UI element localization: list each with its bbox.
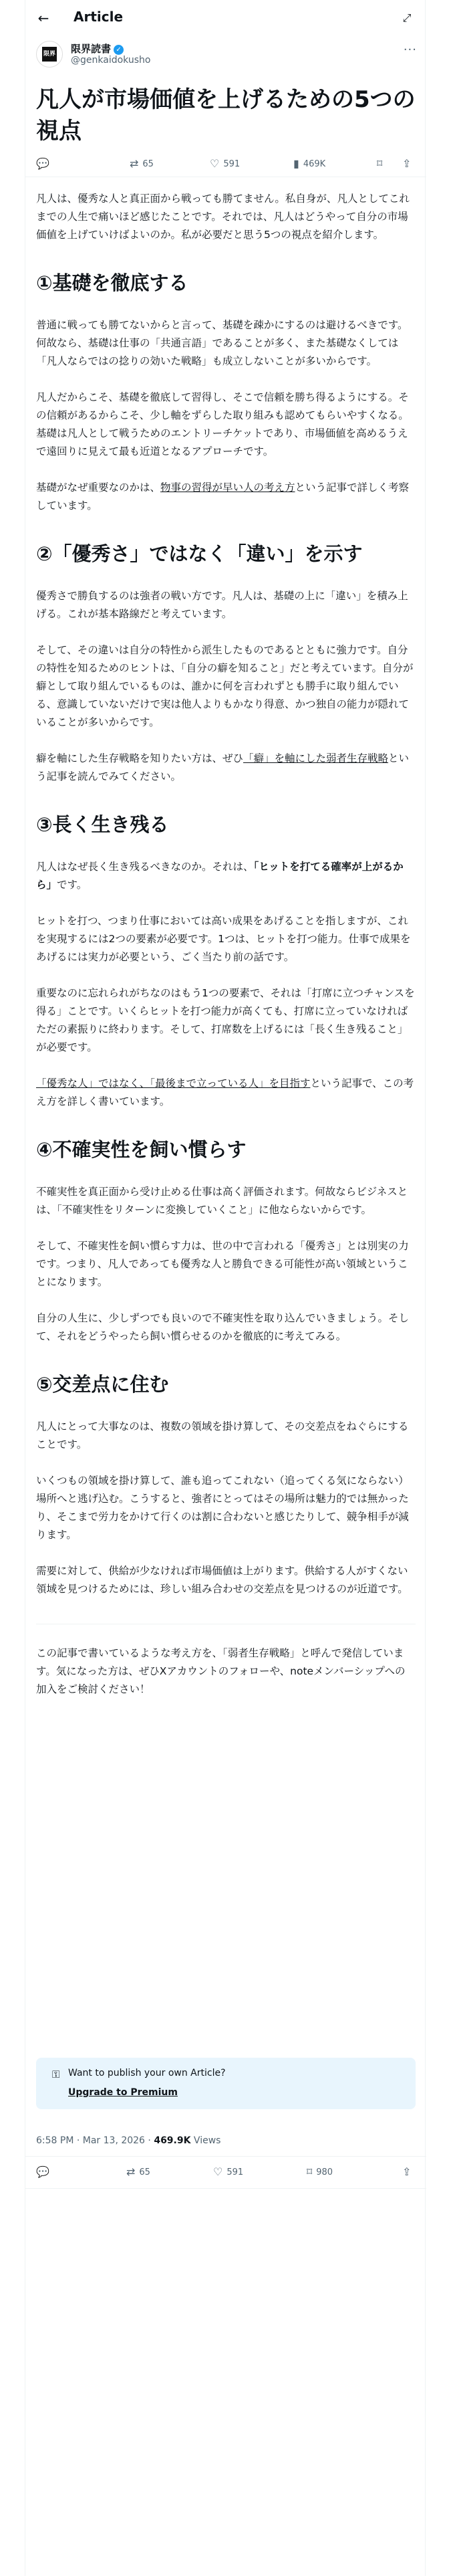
views-button[interactable]: ▮ 469K: [293, 157, 326, 170]
paragraph: ヒットを打つ、つまり仕事においては高い成果をあげることを指しますが、これを実現するには2つの要素が必要です。1つは、ヒットを打つ能力。仕事で成果をあげるには実力が必要という、ごく当たり前の話です。: [36, 915, 411, 963]
avatar[interactable]: [36, 41, 63, 68]
like-button[interactable]: ♡ 591: [210, 157, 241, 170]
outro-paragraph: この記事で書いているような考え方を、「弱者生存戦略」と呼んで発信しています。気になった方は、ぜひXアカウントのフォローや、noteメンバーシップへの加入をご検討ください！: [36, 1647, 406, 1695]
article-link[interactable]: 物事の習得が早い人の考え方: [160, 481, 295, 494]
reply-button[interactable]: [36, 2162, 53, 2182]
top-bar: [25, 0, 426, 36]
retweet-icon: ⇄: [130, 157, 139, 170]
author-name[interactable]: 限界読書 ✓: [71, 41, 124, 56]
divider: [25, 2156, 426, 2157]
promo-text: Want to publish your own Article?: [68, 2068, 226, 2078]
paragraph: 不確実性を真正面から受け止める仕事は高く評価されます。何故ならビジネスとは、「不確実性をリターンに変換していくこと」に他ならないからです。: [36, 1186, 408, 1216]
retweet-button[interactable]: ⇄ 65: [126, 2165, 150, 2178]
paragraph: そして、その違いは自分の特性から派生したものであるとともに強力です。自分の特性を知るためのヒントは、「自分の癖を知ること」だと考えています。自分が癖として取り組んでいるものは、誰かに何を言われずとも勝手に取り組んでいる、意識していないだけで実は他人よりもかなり得意、かつ独自の能力が隠れていることが多いからです。: [36, 644, 414, 728]
premium-promo: [36, 2058, 416, 2109]
header-title: Article: [73, 9, 124, 25]
view-count: 469.9K: [154, 2135, 191, 2146]
share-button[interactable]: [402, 154, 415, 174]
views-icon: ▮: [293, 157, 299, 170]
like-button[interactable]: ♡ 591: [213, 2165, 244, 2178]
paragraph: 凡人はなぜ長く生き残るべきなのか。それは、「ヒットを打てる確率が上がるから」です。: [36, 861, 404, 891]
paragraph: 「優秀な人」ではなく、「最後まで立っている人」を目指すという記事で、この考え方を詳しく書いています。: [36, 1077, 414, 1107]
paragraph: そして、不確実性を飼い慣らす力は、世の中で言われる「優秀さ」とは別実の力です。つまり、凡人であっても優秀な人と勝負できる可能性が高い領域ということになります。: [36, 1240, 409, 1288]
article-body: [36, 190, 416, 1699]
paragraph: 重要なのに忘れられがちなのはもう1つの要素で、それは「打席に立つチャンスを得る」ことです。いくらヒットを打つ能力が高くても、打席に立っていなければただの素振りに終わります。そして、打席数を上げるには「長く生き残ること」が必要です。: [36, 987, 415, 1053]
upgrade-link[interactable]: Upgrade to Premium: [68, 2087, 178, 2098]
post-timestamp[interactable]: 6:58 PM · Mar 13, 2026 ·: [36, 2135, 154, 2146]
section-heading: ⑤交差点に住む: [36, 1373, 169, 1396]
like-icon: ♡: [213, 2165, 223, 2178]
verified-icon: ✓: [114, 45, 124, 55]
reply-button[interactable]: [36, 154, 53, 174]
paragraph: 基礎がなぜ重要なのかは、物事の習得が早い人の考え方という記事で詳しく考察しています。: [36, 481, 410, 512]
paragraph: いくつもの領域を掛け算して、誰も追ってこれない（追ってくる気にならない）場所へと逃げ込む。こうすると、強者にとってはその場所は魅力的では無かったり、そこまで労力をかけて行くのは割に合わないと感じたりして、競争相手が減ります。: [36, 1475, 409, 1541]
bookmark-button[interactable]: [377, 154, 386, 174]
section-heading: ③長く生き残る: [36, 813, 169, 836]
section-heading: ④不確実性を飼い慣らす: [36, 1138, 247, 1161]
reply-icon: 💬: [36, 2165, 49, 2178]
paragraph: 凡人だからこそ、基礎を徹底して習得し、そこで信頼を勝ち得るようにする。その信頼があるからこそ、少し軸をずらした取り組みも認めてもらいやすくなる。基礎は凡人として戦うためのエントリーチケットであり、市場価値を高めるうえで遠回りに見えて最も近道となるアプローチです。: [36, 391, 409, 457]
bookmark-icon: ⌑: [377, 157, 383, 170]
share-button[interactable]: [402, 2162, 415, 2182]
divider: [25, 2188, 426, 2189]
paragraph: 優秀さで勝負するのは強者の戦い方です。凡人は、基礎の上に「違い」を積み上げる。これが基本路線だと考えています。: [36, 590, 408, 620]
paragraph: 癖を軸にした生存戦略を知りたい方は、ぜひ「癖」を軸にした弱者生存戦略という記事を読んでみてください。: [36, 752, 410, 782]
article-page: [25, 0, 426, 2576]
reply-icon: 💬: [36, 157, 49, 170]
article-title: 凡人が市場価値を上げるための5つの視点: [36, 86, 416, 144]
bottom-engagement-bar: [36, 2162, 416, 2182]
bookmark-icon: ⌑: [307, 2165, 313, 2178]
premium-icon: ⚿: [52, 2068, 60, 2080]
paragraph: 普通に戦っても勝てないからと言って、基礎を疎かにするのは避けるべきです。何故なら、基礎は仕事の「共通言語」であることが多く、また基礎なくしては「凡人ならではの捻りの効いた戦略」も成立しないことが多いからです。: [36, 319, 408, 367]
avatar-logo: 限界: [42, 47, 57, 62]
bookmark-button[interactable]: ⌑ 980: [307, 2165, 333, 2178]
paragraph: 凡人にとって大事なのは、複数の領域を掛け算して、その交差点をねぐらにすることです。: [36, 1420, 409, 1451]
like-icon: ♡: [210, 157, 220, 170]
author-handle[interactable]: @genkaidokusho: [71, 55, 151, 66]
retweet-icon: ⇄: [126, 2165, 136, 2178]
share-icon: ⇪: [402, 157, 412, 170]
section-heading: ②「優秀さ」ではなく「違い」を示す: [36, 542, 363, 565]
share-icon: ⇪: [402, 2165, 412, 2178]
article-link[interactable]: 「癖」を軸にした弱者生存戦略: [243, 752, 389, 764]
expand-icon[interactable]: ⤢: [402, 11, 412, 24]
article-link[interactable]: 「優秀な人」ではなく、「最後まで立っている人」を目指す: [36, 1077, 311, 1089]
post-meta: 6:58 PM · Mar 13, 2026 · 469.9K Views: [36, 2135, 221, 2146]
paragraph: 自分の人生に、少しずつでも良いので不確実性を取り込んでいきましょう。そして、それをどうやったら飼い慣らせるのかを徹底的に考えてみる。: [36, 1312, 410, 1342]
retweet-button[interactable]: ⇄ 65: [130, 157, 154, 170]
paragraph: 需要に対して、供給が少なければ市場価値は上がります。供給する人がすくない領域を見つけるためには、珍しい組み合わせの交差点を見つけるのが近道です。: [36, 1565, 408, 1595]
intro-paragraph: 凡人は、優秀な人と真正面から戦っても勝てません。私自身が、凡人としてこれまでの人生で痛いほど感じたことです。それでは、凡人はどうやって自分の市場価値を上げていけばよいのか。私が必要だと思う5つの視点を紹介します。: [36, 193, 410, 241]
author-row[interactable]: [36, 39, 417, 72]
engagement-bar: [36, 154, 416, 174]
back-arrow-icon[interactable]: ←: [37, 10, 49, 26]
more-icon[interactable]: ···: [403, 43, 417, 57]
section-heading: ①基礎を徹底する: [36, 272, 188, 294]
